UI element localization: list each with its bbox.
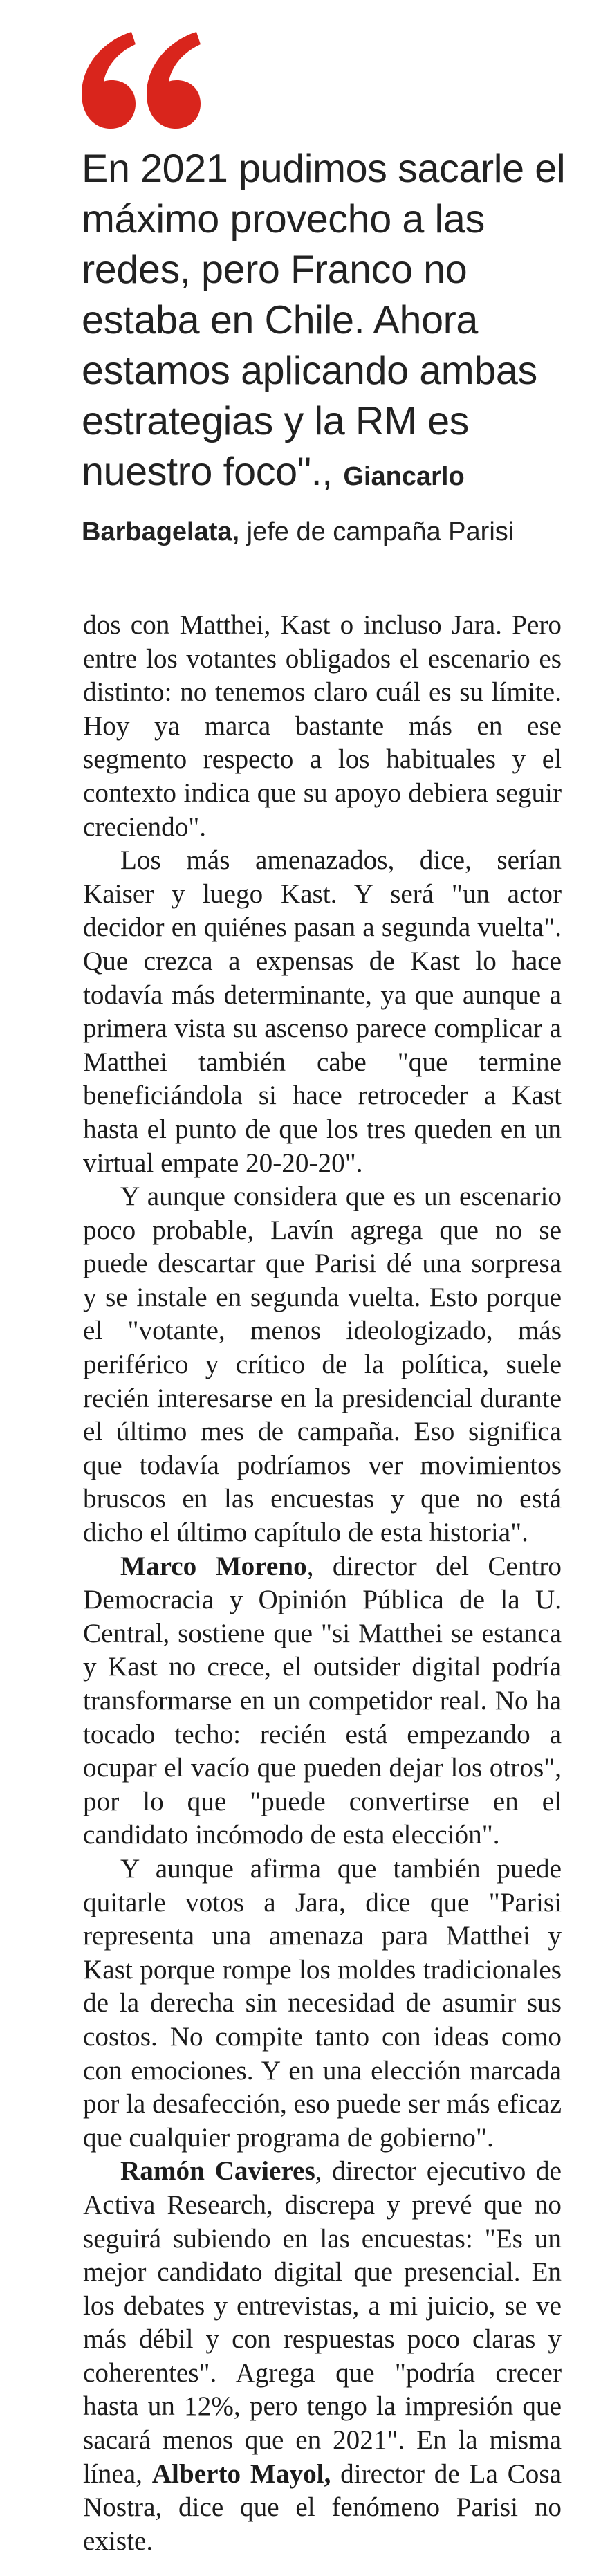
article-body bbox=[83, 609, 562, 2558]
paragraph-3: Y aunque considera que es un escenario poco probable, Lavín agrega que no se puede descartar que Parisi dé una sorpresa y se instale en segunda vuelta. Esto porque el "votante, menos ideologizado, más periférico y crítico de la política, suele recién interesarse en la presidencial durante el último mes de campaña. Eso significa que todavía podríamos ver movimientos bruscos en las encuestas y que no está dicho el último capítulo de esta historia". bbox=[83, 1181, 562, 1548]
quote-open-icon bbox=[77, 28, 202, 131]
paragraph-6 bbox=[83, 2155, 562, 2558]
paragraph-4 bbox=[83, 1550, 562, 1852]
pull-quote bbox=[82, 144, 566, 558]
source-name-mayol: Alberto Mayol, bbox=[151, 2458, 331, 2489]
paragraph-6-text-b: director de La Cosa Nostra, dice que el fenómeno Parisi no existe. bbox=[83, 2458, 562, 2556]
speaker-role: jefe de campaña Parisi bbox=[239, 517, 515, 546]
quote-text: En 2021 pudimos sacarle el máximo provecho a las redes, pero Franco no estaba en Chile. Ahora estamos aplicando ambas estrategias y la RM es nuestro foco"., bbox=[82, 147, 566, 494]
source-name-moreno: Marco Moreno bbox=[120, 1551, 307, 1581]
paragraph-1: dos con Matthei, Kast o incluso Jara. Pero entre los votantes obligados el escenario es distinto: no tenemos claro cuál es su límite. Hoy ya marca bastante más en ese segmento respecto a los habituales y el contexto indica que su apoyo debiera seguir creciendo". bbox=[83, 610, 562, 842]
paragraph-6-text-a: , director ejecutivo de Activa Research, discrepa y prevé que no seguirá subiendo en las encuestas: "Es un mejor candidato digital que presencial. En los debates y entrevistas, a mi juicio, se ve más débil y con respuestas poco claras y coherentes". Agrega que "podría crecer hasta un 12%, pero tengo la impresión que sacará menos que en 2021". En la misma línea, bbox=[83, 2156, 562, 2489]
speaker-name: Giancarlo Barbagelata, bbox=[82, 462, 465, 546]
source-name-cavieres: Ramón Cavieres bbox=[120, 2156, 315, 2187]
paragraph-2: Los más amenazados, dice, serían Kaiser y luego Kast. Y será "un actor decidor en quiénes pasan a segunda vuelta". Que crezca a expensas de Kast lo hace todavía más determinante, ya que aunque a primera vista su ascenso parece complicar a Matthei también cabe "que termine beneficiándola si hace retroceder a Kast hasta el punto de que los tres queden en un virtual empate 20-20-20". bbox=[83, 845, 562, 1178]
paragraph-4-text: , director del Centro Democracia y Opinión Pública de la U. Central, sostiene que "si Matthei se estanca y Kast no crece, el outsider digital podría transformarse en un competidor real. No ha tocado techo: recién está empezando a ocupar el vacío que pueden dejar los otros", por lo que "puede convertirse en el candidato incómodo de esta elección". bbox=[83, 1551, 562, 1850]
paragraph-5: Y aunque afirma que también puede quitarle votos a Jara, dice que "Parisi representa una amenaza para Matthei y Kast porque rompe los moldes tradicionales de la derecha sin necesidad de asumir sus costos. No compite tanto con ideas como con emociones. Y en una elección marcada por la desafección, eso puede ser más eficaz que cualquier programa de gobierno". bbox=[83, 1853, 562, 2153]
